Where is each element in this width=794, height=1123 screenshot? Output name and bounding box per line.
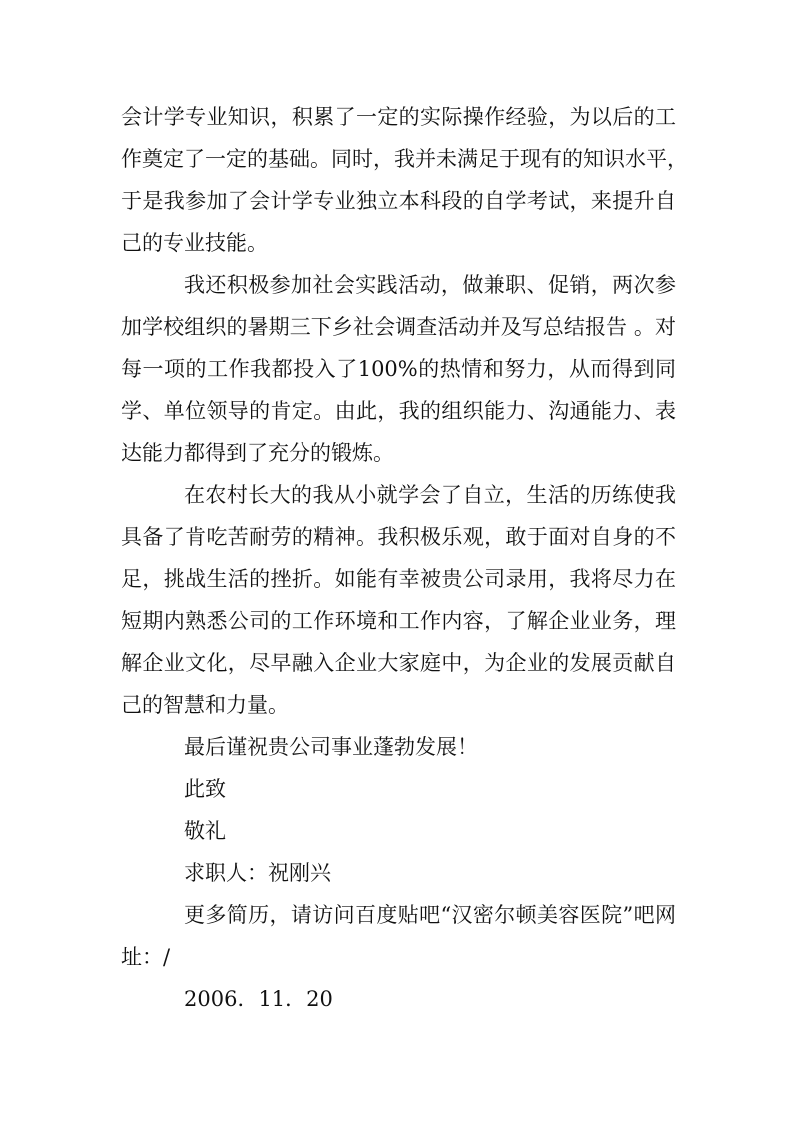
closing-salutation-1: 此致 bbox=[184, 777, 226, 801]
paragraph-3-line-5: 解企业文化，尽早融入企业大家庭中，为企业的发展贡献自 bbox=[121, 651, 676, 675]
paragraph-3-line-1: 在农村长大的我从小就学会了自立，生活的历练使我 bbox=[184, 483, 676, 507]
paragraph-2-line-2: 加学校组织的暑期三下乡社会调查活动并及写总结报告 。对 bbox=[121, 315, 676, 339]
closing-salutation-2: 敬礼 bbox=[184, 819, 226, 843]
paragraph-3-line-3: 足，挑战生活的挫折。如能有幸被贵公司录用，我将尽力在 bbox=[121, 567, 676, 591]
applicant-name: 求职人：祝刚兴 bbox=[184, 861, 331, 885]
more-resume-line-2: 址：/ bbox=[121, 945, 171, 969]
paragraph-1-line-1: 会计学专业知识，积累了一定的实际操作经验，为以后的工 bbox=[121, 105, 676, 129]
paragraph-1-line-3: 于是我参加了会计学专业独立本科段的自学考试，来提升自 bbox=[121, 189, 676, 213]
paragraph-1-line-4: 己的专业技能。 bbox=[121, 231, 268, 255]
more-resume-line-1: 更多简历，请访问百度贴吧“汉密尔顿美容医院”吧网 bbox=[184, 903, 676, 927]
paragraph-3-line-6: 己的智慧和力量。 bbox=[121, 693, 289, 717]
paragraph-3-line-2: 具备了肯吃苦耐劳的精神。我积极乐观，敢于面对自身的不 bbox=[121, 525, 676, 549]
paragraph-2-line-3: 每一项的工作我都投入了100%的热情和努力，从而得到同 bbox=[121, 357, 676, 381]
paragraph-3-line-4: 短期内熟悉公司的工作环境和工作内容，了解企业业务，理 bbox=[121, 609, 676, 633]
paragraph-2-line-4: 学、单位领导的肯定。由此，我的组织能力、沟通能力、表 bbox=[121, 399, 676, 423]
paragraph-2-line-5: 达能力都得到了充分的锻炼。 bbox=[121, 441, 394, 465]
document-date: 2006．11．20 bbox=[184, 987, 333, 1011]
paragraph-2-line-1: 我还积极参加社会实践活动，做兼职、促销，两次参 bbox=[184, 273, 676, 297]
closing-wish: 最后谨祝贵公司事业蓬勃发展！ bbox=[184, 735, 478, 759]
paragraph-1-line-2: 作奠定了一定的基础。同时，我并未满足于现有的知识水平， bbox=[121, 147, 688, 171]
